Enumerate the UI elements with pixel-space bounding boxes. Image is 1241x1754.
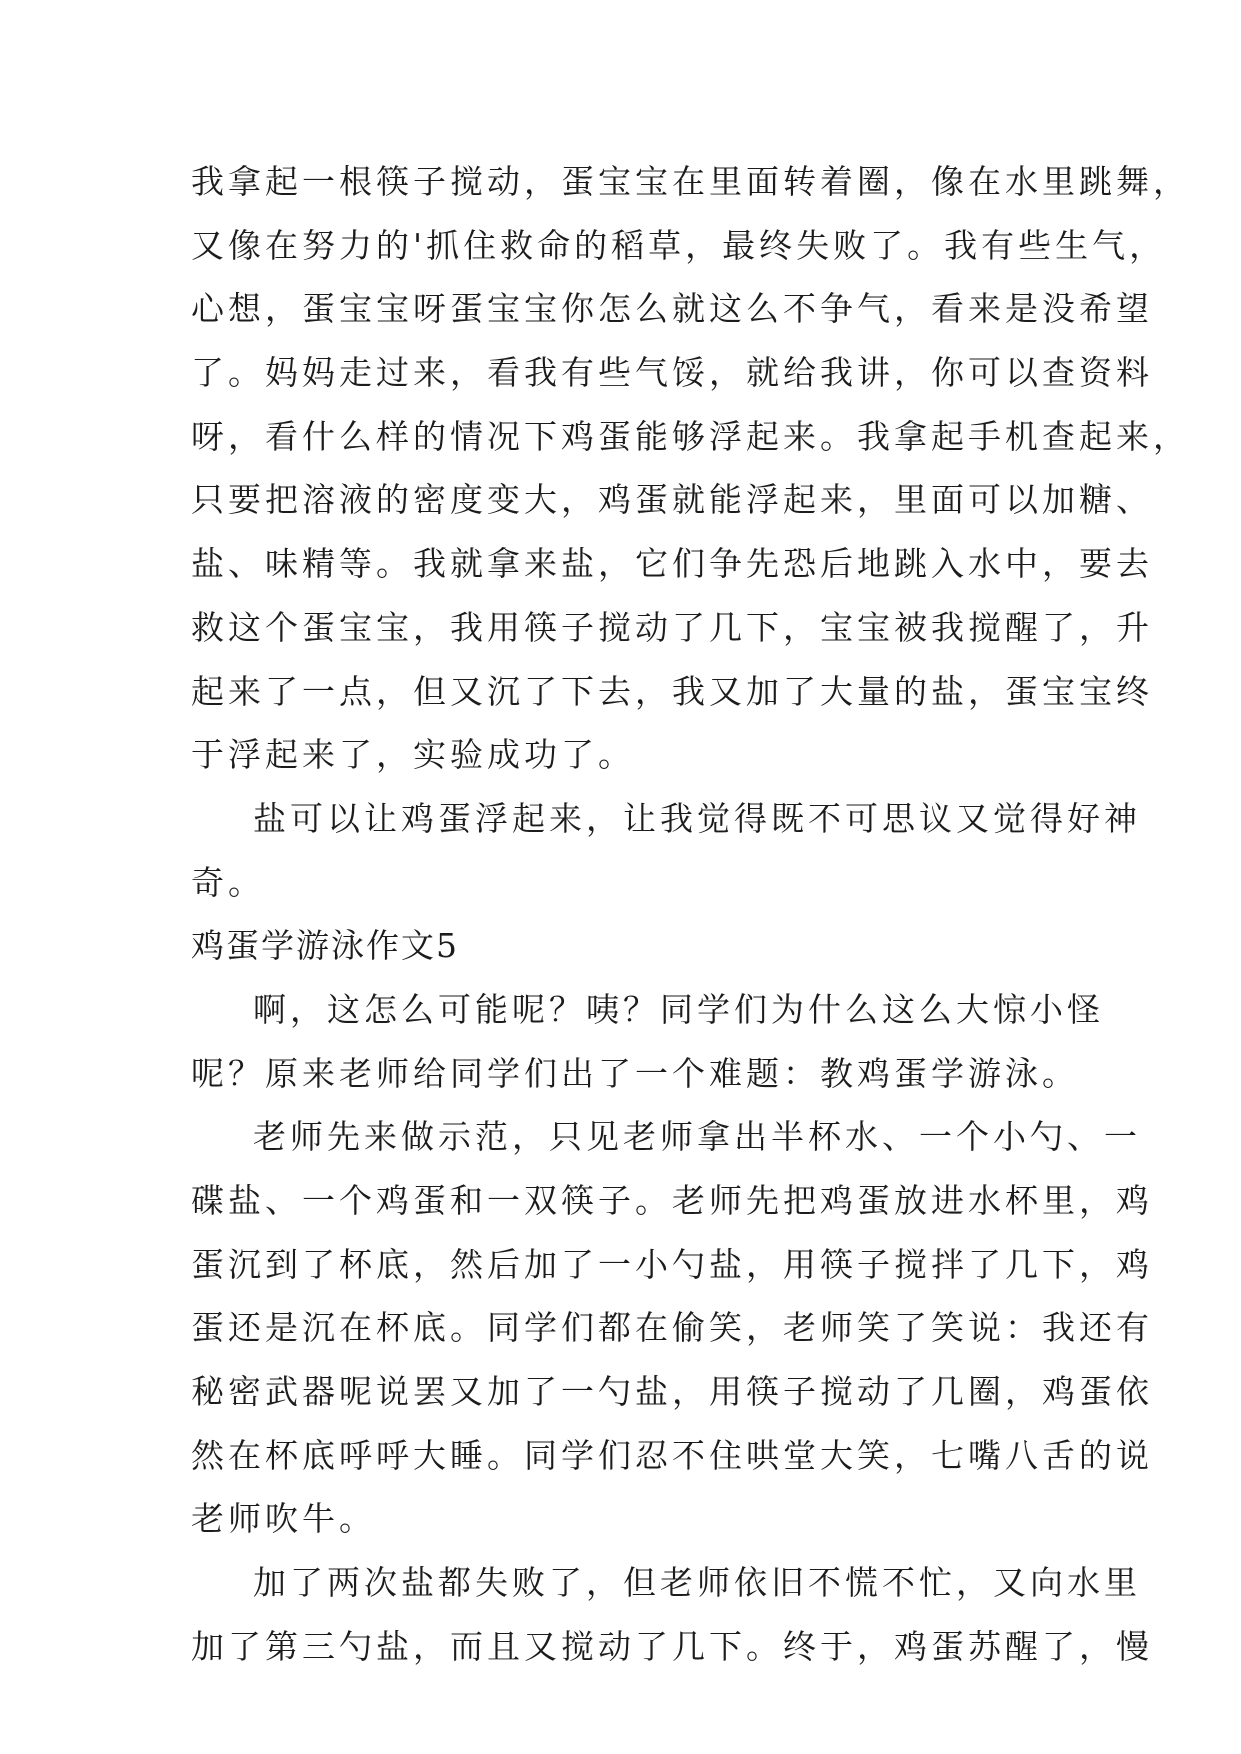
text-line: 然在杯底呼呼大睡。同学们忍不住哄堂大笑，七嘴八舌的说 — [191, 1435, 1153, 1475]
section-title-text: 鸡蛋学游泳作文5 — [191, 926, 459, 966]
text-line: 碟盐、一个鸡蛋和一双筷子。老师先把鸡蛋放进水杯里，鸡 — [191, 1181, 1153, 1220]
paragraph — [191, 1105, 1153, 1551]
text-line: 心想，蛋宝宝呀蛋宝宝你怎么就这么不争气，看来是没希望 — [191, 289, 1153, 329]
text-line: 蛋沉到了杯底，然后加了一小勺盐，用筷子搅拌了几下，鸡 — [191, 1244, 1153, 1284]
document-body — [191, 150, 1190, 1679]
text-line: 盐可以让鸡蛋浮起来，让我觉得既不可思议又觉得好神 — [253, 798, 1141, 838]
paragraph — [191, 787, 1141, 914]
text-line: 加了第三勺盐，而且又搅动了几下。终于，鸡蛋苏醒了，慢 — [191, 1626, 1153, 1666]
text-line: 又像在努力的'抓住救命的稻草，最终失败了。我有些生气， — [191, 225, 1167, 265]
text-line: 救这个蛋宝宝，我用筷子搅动了几下，宝宝被我搅醒了，升 — [191, 607, 1153, 647]
text-line: 老师吹牛。 — [191, 1499, 376, 1539]
text-line: 蛋还是沉在杯底。同学们都在偷笑，老师笑了笑说：我还有 — [191, 1308, 1153, 1348]
text-line: 奇。 — [191, 862, 265, 902]
paragraph — [191, 1551, 1153, 1678]
text-line: 起来了一点，但又沉了下去，我又加了大量的盐，蛋宝宝终 — [191, 671, 1153, 711]
text-line: 盐、味精等。我就拿来盐，它们争先恐后地跳入水中，要去 — [191, 544, 1153, 584]
text-line: 加了两次盐都失败了，但老师依旧不慌不忙，又向水里 — [253, 1563, 1141, 1603]
section-title — [191, 914, 1051, 978]
paragraph — [191, 978, 1104, 1105]
text-line: 啊，这怎么可能呢？咦？同学们为什么这么大惊小怪 — [253, 989, 1104, 1029]
text-line: 只要把溶液的密度变大，鸡蛋就能浮起来，里面可以加糖、 — [191, 480, 1153, 520]
text-line: 老师先来做示范，只见老师拿出半杯水、一个小勺、一 — [253, 1117, 1141, 1157]
paragraph — [191, 150, 1190, 787]
text-line: 秘密武器呢说罢又加了一勺盐，用筷子搅动了几圈，鸡蛋依 — [191, 1372, 1153, 1412]
text-line: 我拿起一根筷子搅动，蛋宝宝在里面转着圈，像在水里跳舞， — [191, 162, 1190, 201]
text-line: 了。妈妈走过来，看我有些气馁，就给我讲，你可以查资料 — [191, 353, 1153, 393]
text-line: 于浮起来了，实验成功了。 — [191, 735, 635, 775]
text-line: 呀，看什么样的情况下鸡蛋能够浮起来。我拿起手机查起来， — [191, 416, 1190, 456]
text-line: 呢？原来老师给同学们出了一个难题：教鸡蛋学游泳。 — [191, 1053, 1079, 1093]
